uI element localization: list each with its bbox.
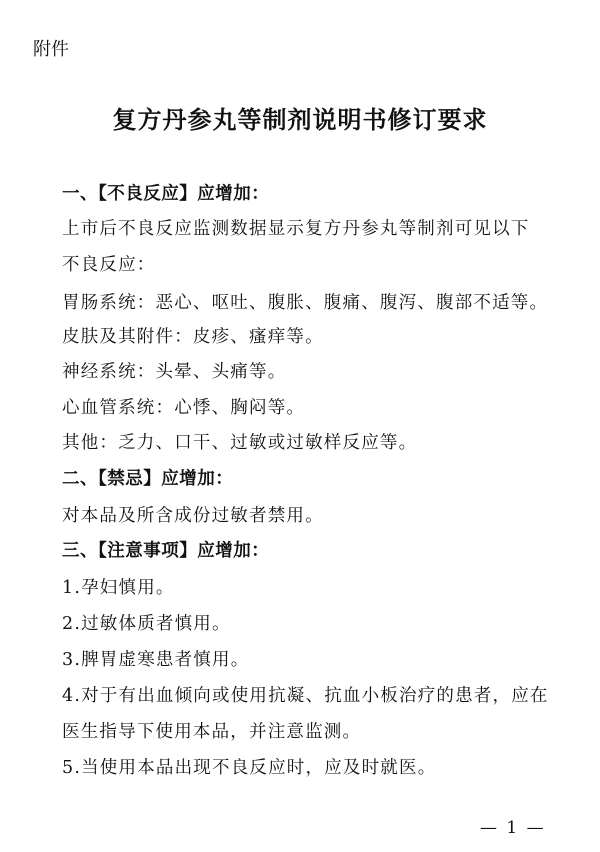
page-number: — 1 — <box>480 818 546 838</box>
adverse-item: 胃肠系统：恶心、呕吐、腹胀、腹痛、腹泻、腹部不适等。 <box>62 293 549 313</box>
section-precautions-heading: 三、【注意事项】应增加： <box>62 541 270 561</box>
precaution-item: 4.对于有出血倾向或使用抗凝、抗血小板治疗的患者，应在 <box>62 686 549 706</box>
precaution-item-continued: 医生指导下使用本品，并注意监测。 <box>62 722 362 742</box>
adverse-item: 皮肤及其附件：皮疹、瘙痒等。 <box>62 327 324 347</box>
adverse-item: 神经系统：头晕、头痛等。 <box>62 362 287 382</box>
adverse-item: 其他：乏力、口干、过敏或过敏样反应等。 <box>62 433 418 453</box>
section-contraindications-heading: 二、【禁忌】应增加： <box>62 469 234 489</box>
document-title: 复方丹参丸等制剂说明书修订要求 <box>112 105 488 134</box>
section-adverse-heading: 一、【不良反应】应增加： <box>62 184 270 204</box>
precaution-item: 5.当使用本品出现不良反应时，应及时就医。 <box>62 758 437 778</box>
precaution-item: 3.脾胃虚寒患者慎用。 <box>62 650 250 670</box>
precaution-item: 1.孕妇慎用。 <box>62 578 175 598</box>
adverse-intro-line1: 上市后不良反应监测数据显示复方丹参丸等制剂可见以下 <box>62 219 530 239</box>
adverse-intro-line2: 不良反应： <box>62 255 156 275</box>
precaution-item: 2.过敏体质者慎用。 <box>62 614 231 634</box>
adverse-item: 心血管系统：心悸、胸闷等。 <box>62 398 306 418</box>
attachment-label: 附件 <box>33 39 69 60</box>
contraindications-text: 对本品及所含成份过敏者禁用。 <box>62 506 324 526</box>
